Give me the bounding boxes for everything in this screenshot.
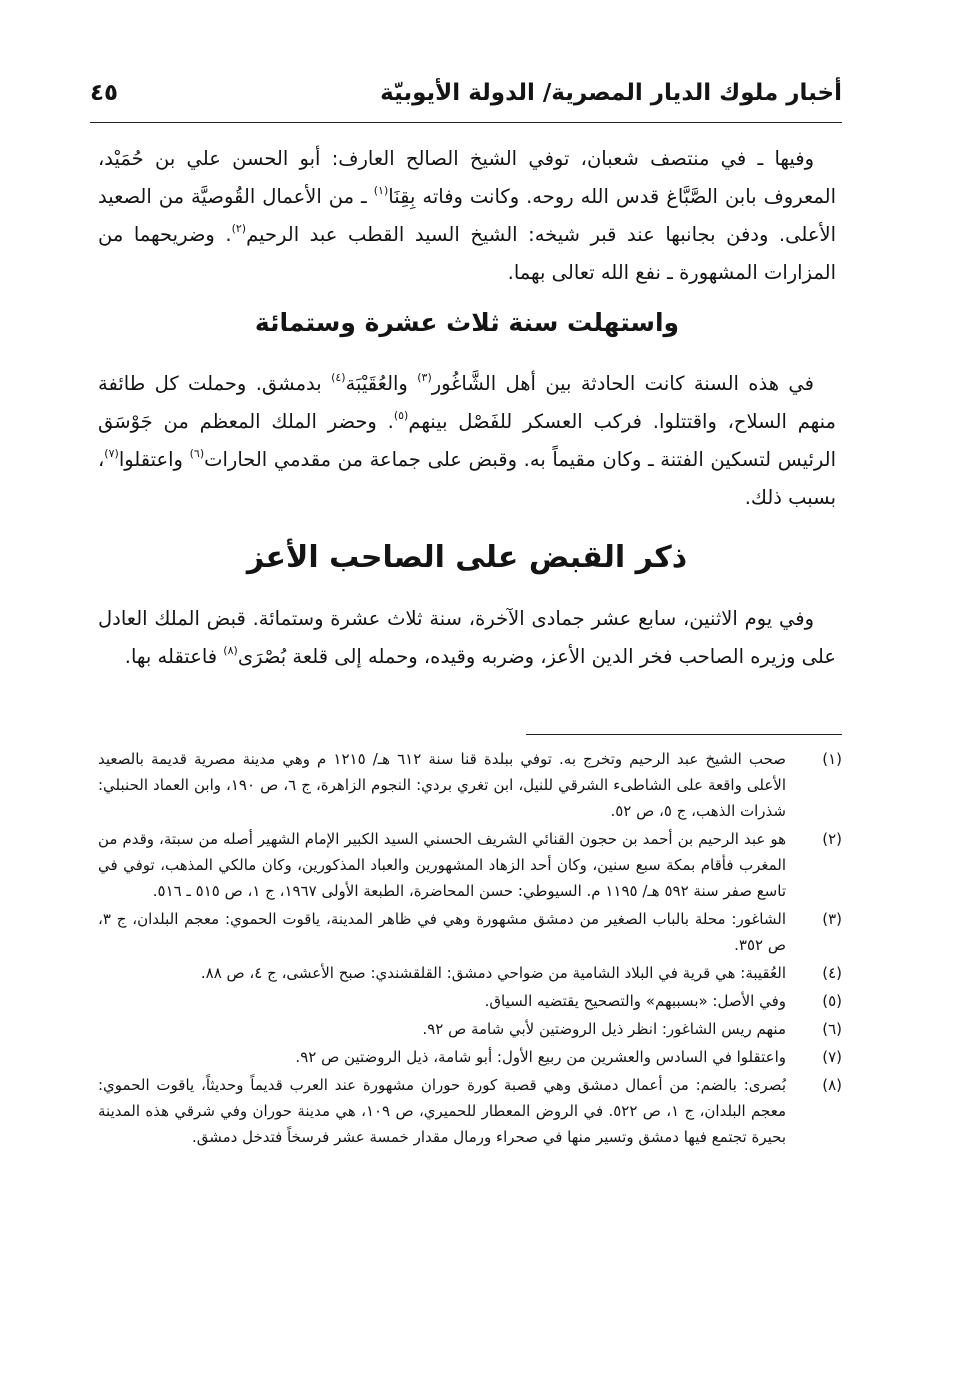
footnote-number: (١) [822,750,842,768]
footnote-item [98,906,842,958]
footnote-item [98,960,842,986]
footnote-item [98,1016,842,1042]
footnote-ref-1: (١) [373,184,389,197]
footnote-ref-5: (٥) [393,409,409,422]
footnote-number: (٥) [822,992,842,1010]
footnote-number: (٦) [822,1020,842,1038]
paragraph-death-ibn-al-sabbagh: وفيها ـ في منتصف شعبان، توفي الشيخ الصالح العارف: أبو الحسن علي بن حُمَيْد، المعروف بابن الصَّبَّاغ قدس الله روحه. وكانت وفاته بِقِنَا$^{(١)}$ ـ من الأعمال القُوصيَّة من الصعيد الأعلى. ودفن بجانبها عند قبر شيخه: الشيخ السيد القطب عبد الرحيم$^{(٢)}$. وضريحهما من المزارات المشهورة ـ نفع الله تعالى بهما. [98,147,837,284]
footnote-item [98,1044,842,1070]
footnote-item [98,1072,842,1150]
footnote-ref-7: (٧) [104,447,119,460]
footnote-number: (٨) [822,1076,842,1094]
footnote-text: منهم ريس الشاغور: انظر ذيل الروضتين لأبي شامة ص ٩٢. [422,1020,786,1038]
footnote-ref-8: (٨) [223,644,238,657]
footnote-text: هو عبد الرحيم بن أحمد بن حجون القنائي الشريف الحسني السيد الكبير الإمام الشهير أصله من سبتة، وقدم من المغرب فأقام بمكة سبع سنين، وكان أحد الزهاد المشهورين والعباد المذكورين، وكان مالكي المذهب، توفي في تاسع صفر سنة ٥٩٢ هـ/ ١١٩٥ م. السيوطي: حسن المحاضرة، الطبعة الأولى ١٩٦٧، ج ١، ص ٥١٥ ـ ٥١٦. [98,830,786,900]
header-rule [90,122,842,123]
footnote-separator [526,734,842,735]
footnote-text: وفي الأصل: «بسببهم» والتصحيح يقتضيه السياق. [484,992,786,1010]
footnote-text: صحب الشيخ عبد الرحيم وتخرج به. توفي ببلدة قنا سنة ٦١٢ هـ/ ١٢١٥ م وهي مدينة مصرية قديمة بالصعيد الأعلى واقعة على الشاطىء الشرقي للنيل، ابن تغري بردي: النجوم الزاهرة، ج ٦، ص ١٩٠، وابن العماد الحنبلي: شذرات الذهب، ج ٥، ص ٥٢. [98,750,786,820]
footnote-text: بُصرى: بالضم: من أعمال دمشق وهي قصبة كورة حوران مشهورة عند العرب قديماً وحديثاً، ياقوت الحموي: معجم البلدان، ج ١، ص ٥٢٢. في الروض المعطار للحميري، ص ١٠٩، هي مدينة حوران وفي شرقي هذه المدينة بحيرة تجتمع فيها دمشق وتسير منها في صحراء ورمال مقدار خمسة عشر فرسخاً فتدخل دمشق. [98,1076,786,1146]
footnote-ref-6: (٦) [189,447,205,460]
footnote-item [98,746,842,824]
footnote-item [98,826,842,904]
footnote-ref-4: (٤) [331,371,346,384]
footnote-number: (٤) [822,964,842,982]
footnote-text: الشاغور: محلة بالباب الصغير من دمشق مشهورة وهي في ظاهر المدينة، ياقوت الحموي: معجم البلدان، ج ٣، ص ٣٥٢. [98,910,786,954]
paragraph-shaghur-incident: في هذه السنة كانت الحادثة بين أهل الشَّاغُور$^{(٣)}$ والعُقَيْبَة$^{(٤)}$ بدمشق. وحملت كل طائفة منهم السلاح، واقتتلوا. فركب العسكر للفَصْل بينهم$^{(٥)}$. وحضر الملك المعظم من جَوْسَق الرئيس لتسكين الفتنة ـ وكان مقيماً به. وقبض على جماعة من مقدمي الحارات$^{(٦)}$ واعتقلوا$^{(٧)}$، بسبب ذلك. [98,371,837,509]
running-title: أخبار ملوك الديار المصرية/ الدولة الأيوبيّة [380,80,842,106]
footnotes [98,746,842,1152]
section-heading-year: واستهلت سنة ثلاث عشرة وستمائة [254,308,680,337]
footnote-number: (٢) [822,830,842,848]
footnote-text: العُقيبة: هي قرية في البلاد الشامية من ضواحي دمشق: القلقشندي: صبح الأعشى، ج ٤، ص ٨٨. [200,964,786,982]
footnote-ref-2: (٢) [231,222,247,235]
footnote-text: واعتقلوا في السادس والعشرين من ربيع الأول: أبو شامة، ذيل الروضتين ص ٩٢. [295,1048,786,1066]
footnote-number: (٣) [822,910,842,928]
footnote-number: (٧) [822,1048,842,1066]
footnote-ref-3: (٣) [417,371,432,384]
page-number: ٤٥ [90,80,119,106]
section-heading-arrest: ذكر القبض على الصاحب الأعز [246,540,688,575]
paragraph-arrest-vizier: وفي يوم الاثنين، سابع عشر جمادى الآخرة، سنة ثلاث عشرة وستمائة. قبض الملك العادل على وزيره الصاحب فخر الدين الأعز، وضربه وقيده، وحمله إلى قلعة بُصْرَى$^{(٨)}$ فاعتقله بها. [98,607,836,668]
running-head [90,80,842,120]
footnote-item [98,988,842,1014]
